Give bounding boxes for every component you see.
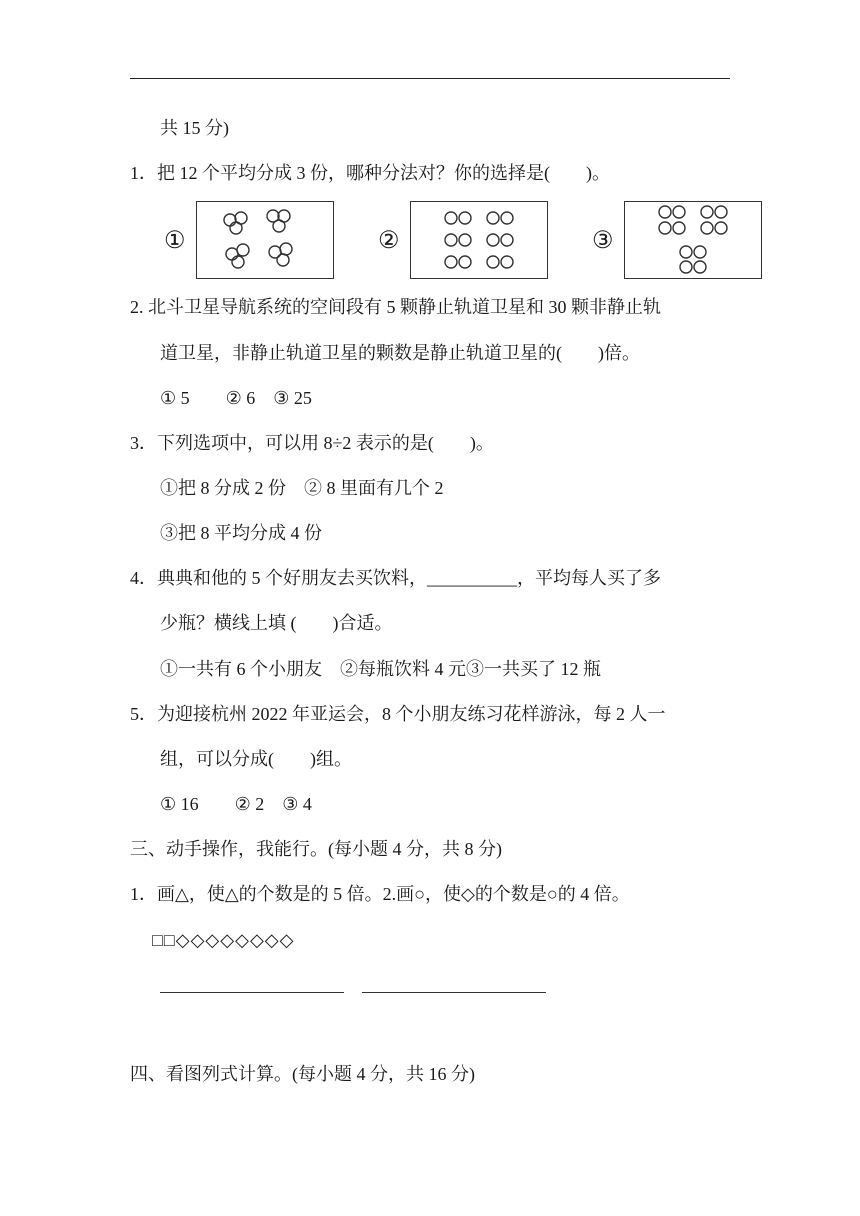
answer-line-1[interactable] [160, 992, 344, 993]
header-continuation: 共 15 分) [160, 118, 229, 138]
q5-choices: ① 16 ② 2 ③ 4 [160, 794, 312, 814]
q1-option-3-mark: ③ [592, 228, 614, 254]
q5-line1: 5．为迎接杭州 2022 年亚运会，8 个小朋友练习花样游泳，每 2 人一 [130, 704, 666, 724]
section3-item-1: 1．画△，使△的个数是的 5 倍。2.画○，使◇的个数是○的 4 倍。 [130, 884, 630, 904]
q1-option-3-box [624, 201, 762, 279]
q3-choice-2: ③把 8 平均分成 4 份 [160, 523, 322, 543]
q1-option-2-drawing [411, 202, 547, 278]
top-rule [130, 78, 730, 79]
q1-option-1-box [196, 201, 334, 279]
q5-line2: 组，可以分成( )组。 [160, 749, 352, 769]
section3-heading: 三、动手操作，我能行。(每小题 4 分，共 8 分) [130, 839, 502, 859]
q4-line2: 少瓶？横线上填 ( )合适。 [160, 613, 393, 633]
q2-line2: 道卫星，非静止轨道卫星的颗数是静止轨道卫星的( )倍。 [160, 343, 640, 363]
q2-choices: ① 5 ② 6 ③ 25 [160, 388, 312, 408]
q1-option-1-drawing [197, 202, 333, 278]
answer-line-2[interactable] [362, 992, 546, 993]
q1-stem: 1．把 12 个平均分成 3 份，哪种分法对？你的选择是( )。 [130, 163, 610, 183]
section3-shapes: □□◇◇◇◇◇◇◇◇ [152, 930, 295, 950]
q3-choice-1: ①把 8 分成 2 份 ② 8 里面有几个 2 [160, 478, 444, 498]
section4-heading: 四、看图列式计算。(每小题 4 分，共 16 分) [130, 1064, 475, 1084]
q4-line1: 4．典典和他的 5 个好朋友去买饮料，__________，平均每人买了多 [130, 568, 661, 588]
q1-option-2-box [410, 201, 548, 279]
q3-stem: 3．下列选项中，可以用 8÷2 表示的是( )。 [130, 433, 494, 453]
q2-line1: 2. 北斗卫星导航系统的空间段有 5 颗静止轨道卫星和 30 颗非静止轨 [130, 297, 661, 317]
q1-option-3-drawing [625, 202, 761, 278]
q4-choices: ①一共有 6 个小朋友 ②每瓶饮料 4 元③一共买了 12 瓶 [160, 659, 601, 679]
q1-option-1-mark: ① [164, 228, 186, 254]
q1-option-2-mark: ② [378, 228, 400, 254]
